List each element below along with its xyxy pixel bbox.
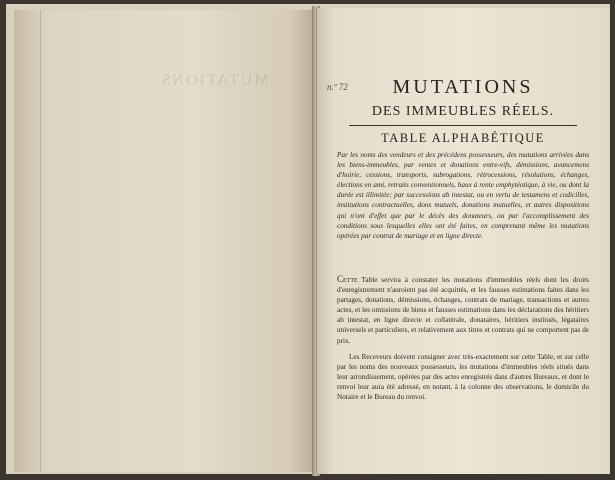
body-paragraph-1: [337, 274, 589, 346]
title-line-2: DES IMMEUBLES RÉELS.: [371, 104, 555, 119]
book-spread: [6, 4, 610, 474]
body-paragraph-1-text: Table servira à constater les mutations d'immeubles réels dont les droits d'enregistrement n'auroient pas été acquittés, et les fausses estimations faites dans les partages, donations, démissions, échanges, contrats de mariage, transactions et autres actes, et les omissions de biens et fausses estimations dans les déclarations des héritiers ab intestat, en ligne directe et collatérale, donataires, héritiers institués, légataires universels et particuliers, et relativement aux titres et contrats qui ne comportent pas de prix.: [337, 276, 589, 345]
table-title: TABLE ALPHABÉTIQUE: [381, 131, 545, 145]
bleed-through-text: MUTATIONS: [159, 72, 269, 89]
body-paragraph-2: Les Receveurs doivent consigner avec très-exactement sur cette Table, et sur celle par les noms des nouveaux possesseurs, les mutations d'immeubles réels situés dans leur arrondissement, opérées par des actes enregistrés dans d'autres Bureaux, et dont le renvoi leur aura été adressé, en notant, à la colonne des observations, le domicile du Notaire et le Bureau du renvoi.: [337, 353, 589, 402]
title-line-1: MUTATIONS: [392, 76, 534, 98]
right-text-page: [316, 8, 609, 474]
drop-initial: Cette: [337, 274, 358, 284]
left-blank-page: [14, 10, 315, 472]
subtitle-paragraph: Par les noms des vendeurs et des précédens possesseurs, des mutations arrivées dans les biens-immeubles, par ventes et donations entre-vifs, démissions, avancemens d'hoirie, cessions, transports, subrogations, rétrocessions, résolutions, échanges, élections en ami, retraits conventionnels, baux à rente emphytéotique, à vie, ou dont la durée est illimitée; par successions ab intestat, ou en vertu de testamens et codicilles, institutions contractuelles, dons mutuels, donations mutuelles, et autres dispositions qui n'ont d'effet que par le décès des donateurs, ou par l'accomplissement des conditions sous lesquelles elles ont été faites, en comprenant même les mutations opérées par contrat de mariage et en ligne directe.: [337, 151, 589, 240]
page-edge: [14, 10, 41, 472]
title-rule: [349, 125, 577, 126]
page-number: n.º 72: [327, 82, 348, 92]
